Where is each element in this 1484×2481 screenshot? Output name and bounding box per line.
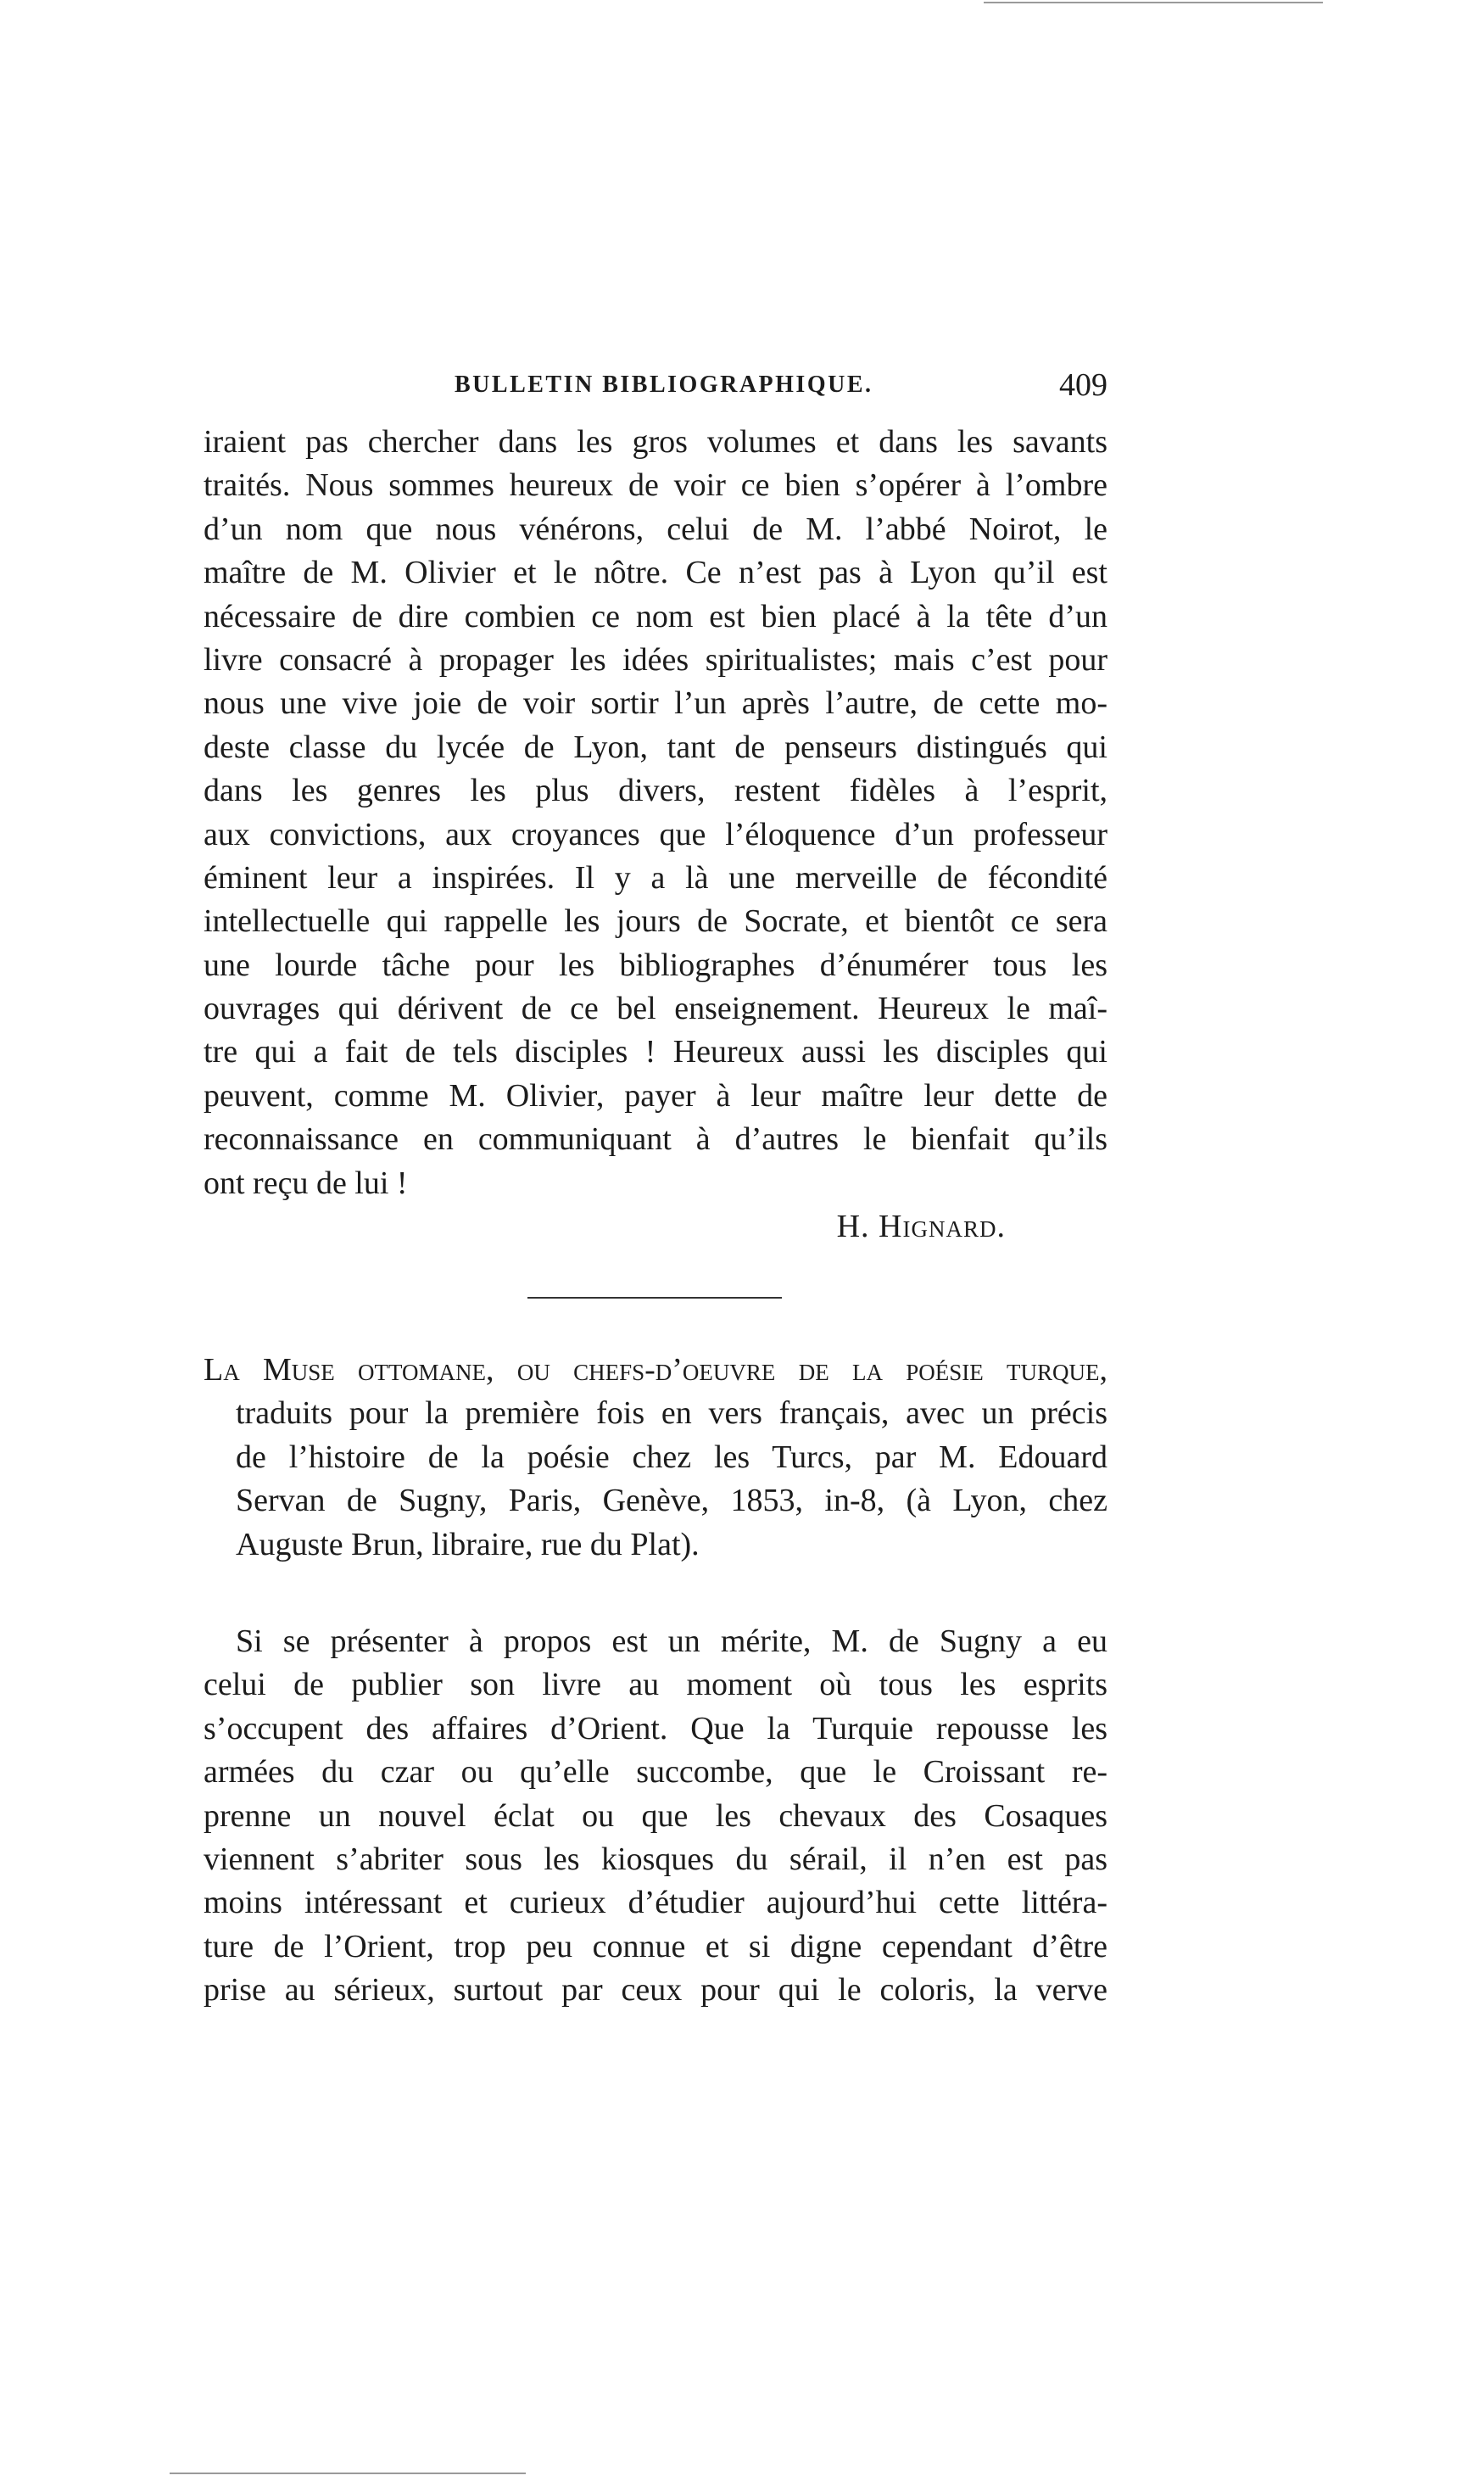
text-line: éminent leur a inspirées. Il y a là une merveille de fécondité (204, 859, 1107, 896)
author-signature: H. Hignard. (836, 1209, 1006, 1245)
text-line: livre consacré à propager les idées spiritualistes; mais c’est pour (204, 641, 1107, 678)
text-line: aux convictions, aux croyances que l’éloquence d’un professeur (204, 816, 1107, 852)
citation-line: Auguste Brun, libraire, rue du Plat). (236, 1526, 700, 1562)
text-line: viennent s’abriter sous les kiosques du sérail, il n’en est pas (204, 1841, 1107, 1877)
citation-block (204, 1349, 1107, 1567)
citation-line: traduits pour la première fois en vers français, avec un précis (236, 1395, 1107, 1432)
text-line: traités. Nous sommes heureux de voir ce bien s’opérer à l’ombre (204, 467, 1107, 504)
text-line: ont reçu de lui ! (204, 1165, 408, 1201)
text-line: celui de publier son livre au moment où tous les esprits (204, 1667, 1107, 1703)
citation-line: de l’histoire de la poésie chez les Turcs, par M. Edouard (236, 1439, 1107, 1475)
text-line: d’un nom que nous vénérons, celui de M. l’abbé Noirot, le (204, 511, 1107, 547)
citation-line: La Muse ottomane, ou chefs-d’oeuvre de la poésie turque, (204, 1352, 1107, 1388)
text-line: armées du czar ou qu’elle succombe, que le Croissant re- (204, 1754, 1107, 1791)
citation-line: Servan de Sugny, Paris, Genève, 1853, in-8, (à Lyon, chez (236, 1483, 1107, 1519)
review-continued (204, 421, 1107, 1249)
running-title: BULLETIN BIBLIOGRAPHIQUE. (455, 372, 873, 398)
text-line: deste classe du lycée de Lyon, tant de penseurs distingués qui (204, 729, 1107, 765)
text-line: peuvent, comme M. Olivier, payer à leur maître leur dette de (204, 1077, 1107, 1114)
text-line: dans les genres les plus divers, restent fidèles à l’esprit, (204, 773, 1107, 809)
bottom-edge-mark (170, 2473, 526, 2474)
text-line: ouvrages qui dérivent de ce bel enseignement. Heureux le maî- (204, 991, 1107, 1027)
text-line: s’occupent des affaires d’Orient. Que la Turquie repousse les (204, 1710, 1107, 1746)
top-edge-mark (984, 2, 1323, 3)
text-line: maître de M. Olivier et le nôtre. Ce n’est pas à Lyon qu’il est (204, 555, 1107, 591)
text-line: moins intéressant et curieux d’étudier aujourd’hui cette littéra- (204, 1885, 1107, 1921)
review-body (204, 1620, 1107, 2013)
text-line: une lourde tâche pour les bibliographes d’énumérer tous les (204, 947, 1107, 983)
text-line: Si se présenter à propos est un mérite, M. de Sugny a eu (236, 1623, 1107, 1659)
section-separator (527, 1297, 782, 1299)
text-line: ture de l’Orient, trop peu connue et si digne cependant d’être (204, 1928, 1107, 1964)
page-number: 409 (1059, 367, 1107, 403)
text-line: nous une vive joie de voir sortir l’un après l’autre, de cette mo- (204, 685, 1107, 722)
text-line: reconnaissance en communiquant à d’autres le bienfait qu’ils (204, 1121, 1107, 1158)
text-line: prenne un nouvel éclat ou que les chevaux des Cosaques (204, 1797, 1107, 1834)
text-line: nécessaire de dire combien ce nom est bien placé à la tête d’un (204, 598, 1107, 634)
text-line: iraient pas chercher dans les gros volumes et dans les savants (204, 424, 1107, 460)
text-line: intellectuelle qui rappelle les jours de Socrate, et bientôt ce sera (204, 903, 1107, 940)
text-line: prise au sérieux, surtout par ceux pour qui le coloris, la verve (204, 1972, 1107, 2009)
text-line: tre qui a fait de tels disciples ! Heureux aussi les disciples qui (204, 1034, 1107, 1070)
